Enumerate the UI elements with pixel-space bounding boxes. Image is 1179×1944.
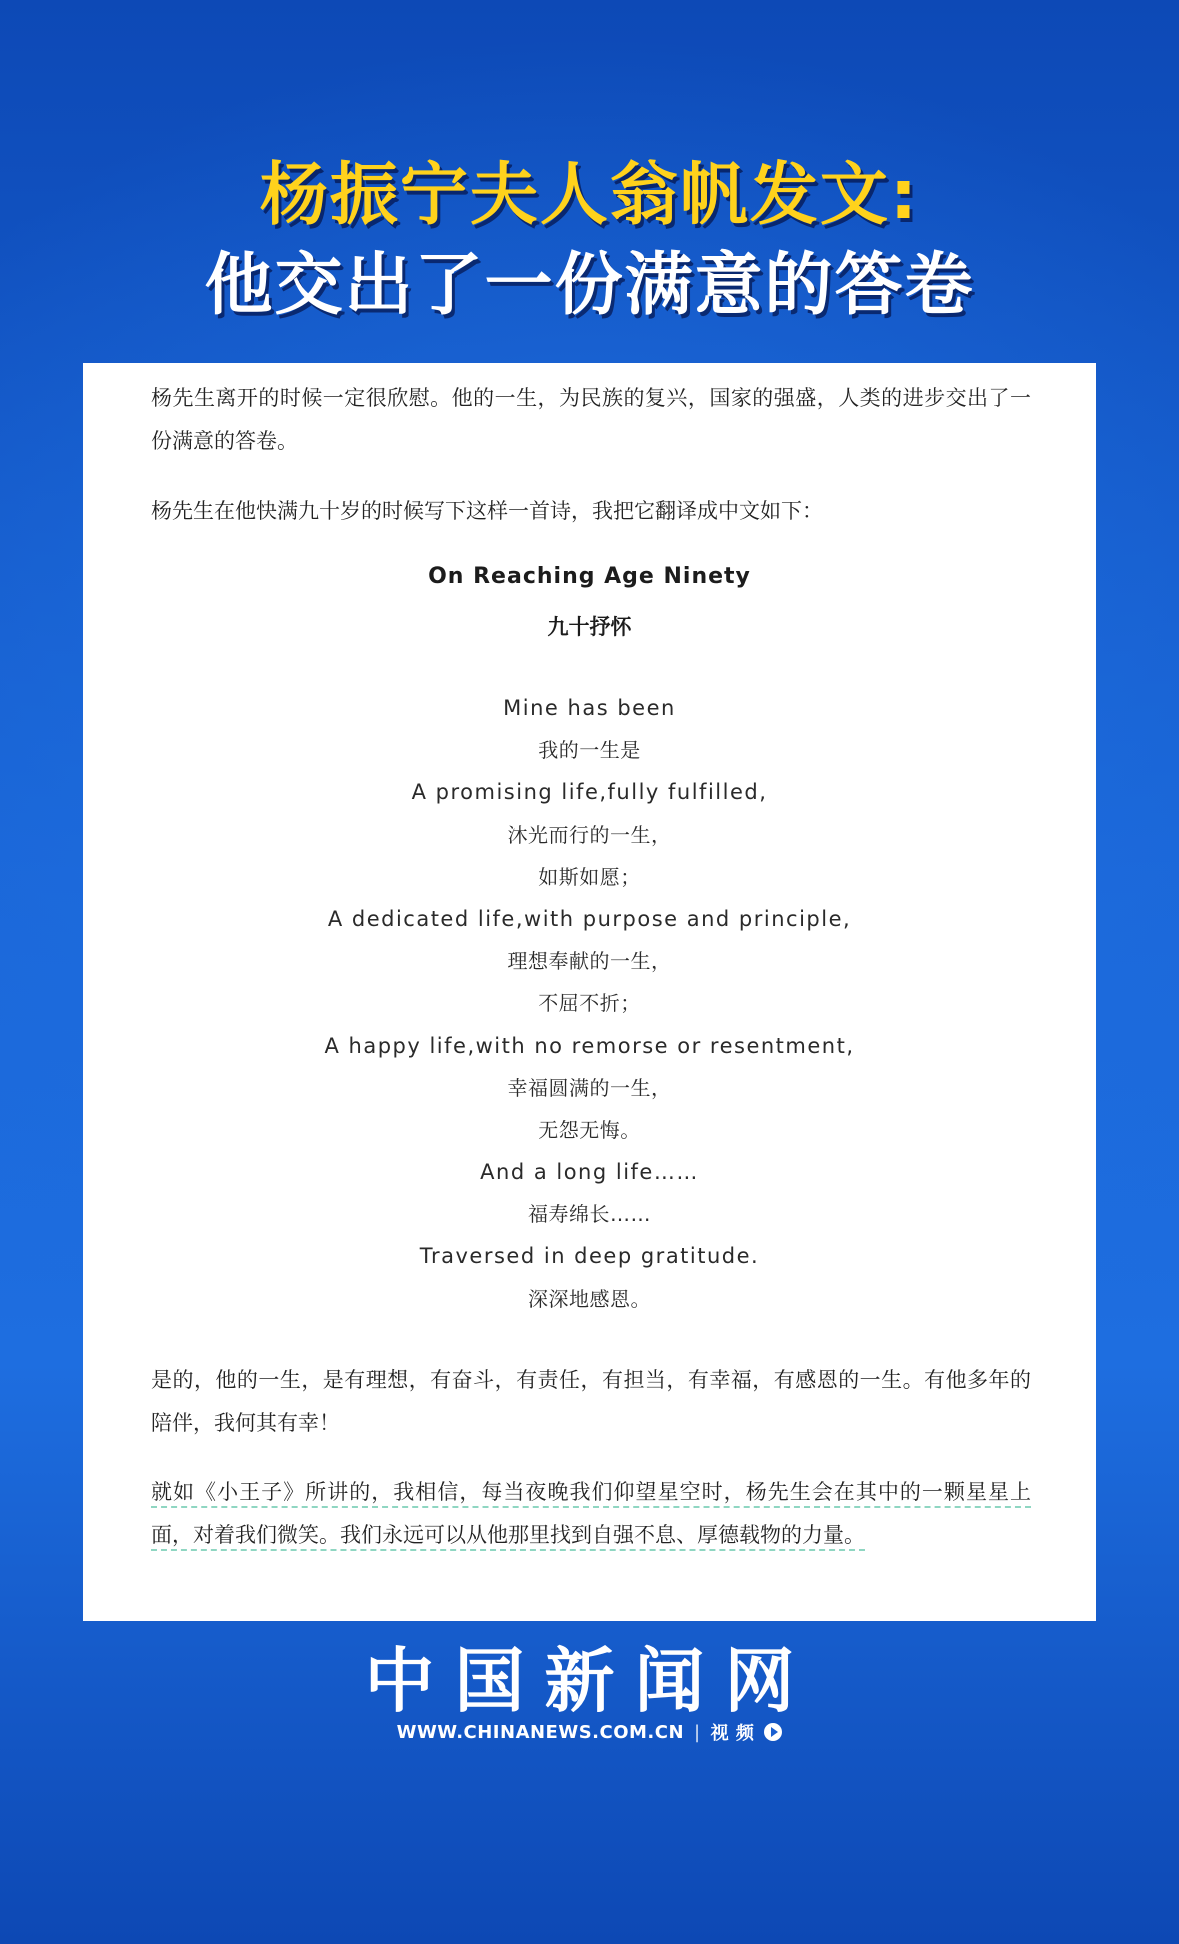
poem-line: 无怨无悔。 <box>538 1117 641 1142</box>
site-url: WWW.CHINANEWS.COM.CN <box>396 1721 685 1743</box>
headline-line-1: 杨振宁夫人翁帆发文: <box>259 156 920 235</box>
poem-line: 幸福圆满的一生， <box>507 1075 672 1100</box>
poem-line: A happy life,with no remorse or resentment, <box>324 1033 855 1058</box>
poem-line: And a long life…… <box>480 1160 699 1185</box>
poem-line: A dedicated life,with purpose and principle, <box>327 906 852 931</box>
poem-line: 沐光而行的一生， <box>507 822 672 847</box>
poem-title-chinese: 九十抒怀 <box>547 615 632 639</box>
poem-line: 我的一生是 <box>538 738 641 763</box>
logo-subline <box>0 1719 1179 1745</box>
poem-line: 深深地感恩。 <box>528 1286 651 1311</box>
headline-line-2: 他交出了一份满意的答卷 <box>204 246 975 325</box>
lead-in-paragraph: 杨先生在他快满九十岁的时候写下这样一首诗，我把它翻译成中文如下： <box>151 499 823 523</box>
poem-lines <box>83 687 1096 1320</box>
poem-line: 不屈不折； <box>538 991 641 1016</box>
poem-line: 福寿绵长…… <box>528 1202 651 1227</box>
poem-line: Traversed in deep gratitude. <box>419 1244 760 1269</box>
poem-line: 理想奉献的一生， <box>507 949 672 974</box>
poem-line: A promising life,fully fulfilled, <box>411 780 768 805</box>
intro-paragraph: 杨先生离开的时候一定很欣慰。他的一生，为民族的复兴，国家的强盛，人类的进步交出了一份满意的答卷。 <box>151 386 1031 453</box>
closing-paragraph-1: 是的，他的一生，是有理想，有奋斗，有责任，有担当，有幸福，有感恩的一生。有他多年的陪伴，我何其有幸！ <box>151 1368 1031 1435</box>
highlighted-text: 就如《小王子》所讲的，我相信，每当夜晚我们仰望星空时，杨先生会在其中的一颗星星上面，对着我们微笑。我们永远可以从他那里找到自强不息、厚德载物的力量。 <box>151 1480 1031 1551</box>
closing-paragraph-2 <box>151 1471 1031 1557</box>
channel-label: 视 频 <box>710 1723 755 1744</box>
poem-title-english: On Reaching Age Ninety <box>428 564 751 589</box>
play-circle-icon <box>764 1723 782 1741</box>
divider: | <box>694 1721 701 1743</box>
poem-line: 如斯如愿； <box>538 864 641 889</box>
poem-line: Mine has been <box>503 696 676 720</box>
article-card <box>83 363 1096 1621</box>
chinanews-logo: 中国新闻网 <box>364 1639 815 1722</box>
